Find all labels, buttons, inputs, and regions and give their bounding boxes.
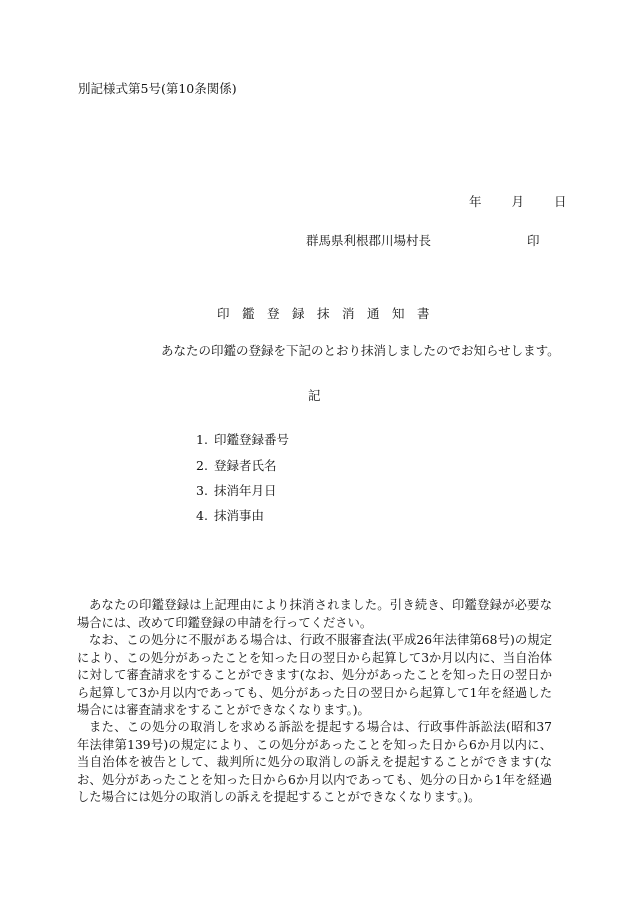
item-number: 1. — [196, 432, 208, 447]
list-item — [196, 481, 277, 499]
item-number: 2. — [196, 458, 208, 473]
item-number: 4. — [196, 508, 208, 523]
seal-mark: 印 — [527, 233, 540, 248]
item-label: 印鑑登録番号 — [214, 432, 290, 447]
list-item — [196, 456, 277, 474]
issuer-name: 群馬県利根郡川場村長 — [306, 233, 432, 248]
list-item — [196, 430, 289, 448]
item-label: 抹消事由 — [214, 508, 265, 523]
date-line — [469, 192, 566, 210]
paragraph-appeal: なお、この処分に不服がある場合は、行政不服審査法(平成26年法律第68号)の規定により、この処分があったことを知った日の翌日から起算して3か月以内に、当自治体に対して審査請求をすることができます(なお、処分があったことを知った日の翌日から起算して3か月以内であっても、処分があった日の翌日から起算して1年を経過した場合には審査請求をすることができなくなります。)。 — [77, 633, 552, 717]
item-label: 登録者氏名 — [214, 458, 277, 473]
list-item — [196, 506, 264, 524]
date-day: 日 — [553, 194, 567, 209]
item-number: 3. — [196, 483, 208, 498]
item-label: 抹消年月日 — [214, 483, 277, 498]
page-title: 印 鑑 登 録 抹 消 通 知 書 — [217, 306, 430, 321]
date-month: 月 — [511, 194, 524, 209]
ki-heading: 記 — [308, 388, 321, 403]
intro-text: あなたの印鑑の登録を下記のとおり抹消しましたのでお知らせします。 — [161, 343, 560, 358]
paragraph-notice: あなたの印鑑登録は上記理由により抹消されました。引き続き、印鑑登録が必要な場合には、改めて印鑑登録の申請を行ってください。 — [77, 598, 552, 630]
form-label: 別記様式第5号(第10条関係) — [78, 81, 237, 96]
date-year: 年 — [469, 194, 482, 209]
paragraph-lawsuit: また、この処分の取消しを求める訴訟を提起する場合は、行政事件訴訟法(昭和37年法律第139号)の規定により、この処分があったことを知った日から6か月以内に、当自治体を被告として、裁判所に処分の取消しの訴えを提起することができます(なお、処分があったことを知った日から6か月以内であっても、処分の日から1年を経過した場合には処分の取消しの訴えを提起することができなくなります。)。 — [77, 720, 552, 804]
